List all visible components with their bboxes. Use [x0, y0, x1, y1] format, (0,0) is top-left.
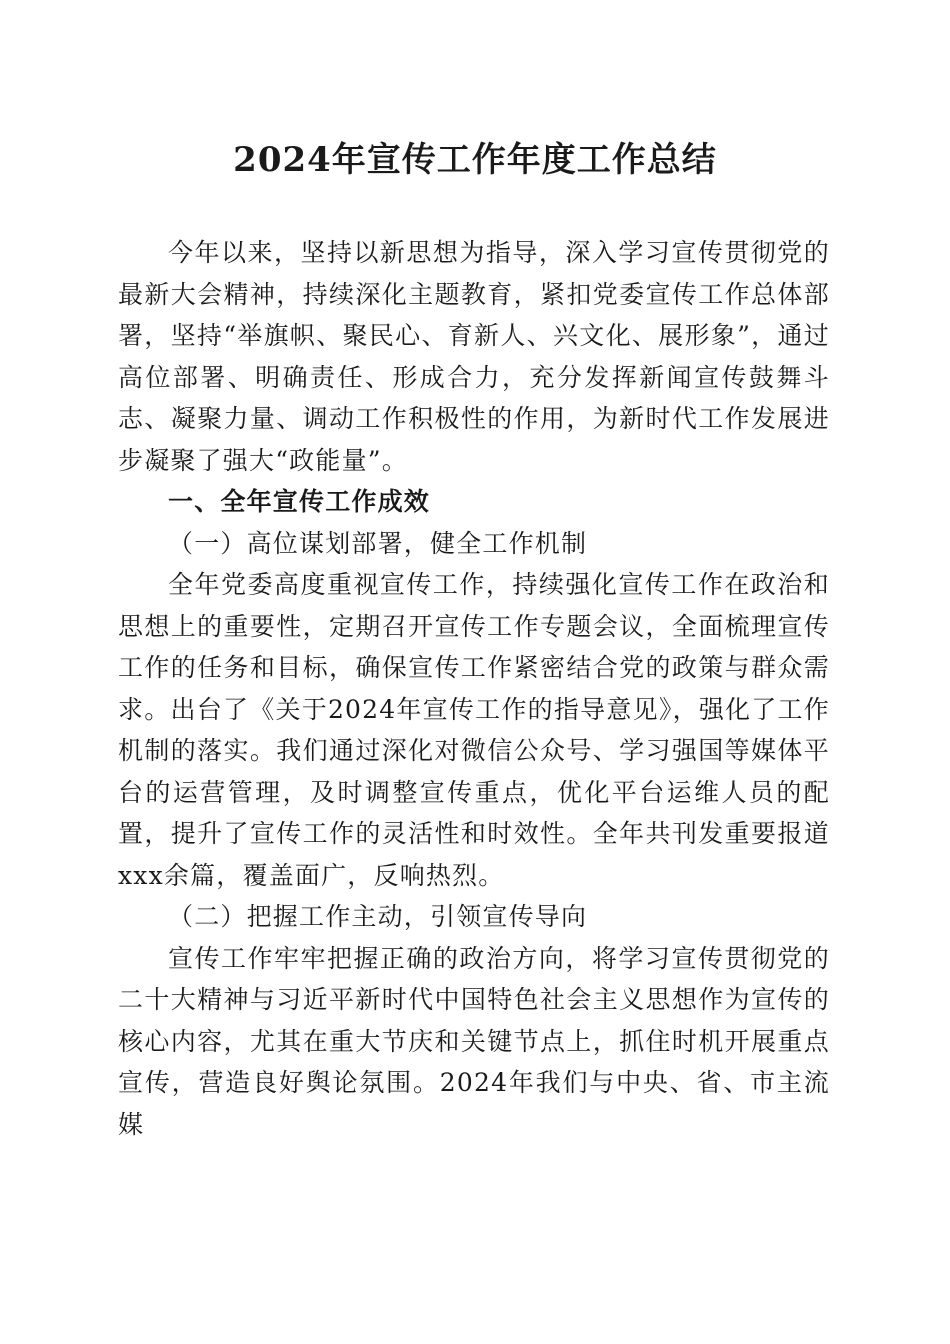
paragraph-guidance: 宣传工作牢牢把握正确的政治方向，将学习宣传贯彻党的二十大精神与习近平新时代中国特色社会主义思想作为宣传的核心内容，尤其在重大节庆和关键节点上，抓住时机开展重点宣传，营造良好舆论氛围。2024年我们与中央、省、市主流媒 [118, 943, 830, 1139]
subsection-heading-guidance: （二）把握工作主动，引领宣传导向 [168, 902, 588, 931]
subsection-heading-planning: （一）高位谋划部署，健全工作机制 [168, 528, 588, 558]
section-heading-achievements: 一、全年宣传工作成效 [168, 487, 431, 516]
document-title: 2024年宣传工作年度工作总结 [233, 140, 717, 180]
paragraph-intro: 今年以来，坚持以新思想为指导，深入学习宣传贯彻党的最新大会精神，持续深化主题教育，紧扣党委宣传工作总体部署，坚持“举旗帜、聚民心、育新人、兴文化、展形象”，通过高位部署、明确责任、形成合力，充分发挥新闻宣传鼓舞斗志、凝聚力量、调动工作积极性的作用，为新时代工作发展进步凝聚了强大“政能量”。 [118, 238, 830, 475]
document-body [118, 232, 830, 1145]
paragraph-planning: 全年党委高度重视宣传工作，持续强化宣传工作在政治和思想上的重要性，定期召开宣传工作专题会议，全面梳理宣传工作的任务和目标，确保宣传工作紧密结合党的政策与群众需求。出台了《关于2024年宣传工作的指导意见》，强化了工作机制的落实。我们通过深化对微信公众号、学习强国等媒体平台的运营管理，及时调整宣传重点，优化平台运维人员的配置，提升了宣传工作的灵活性和时效性。全年共刊发重要报道xxx余篇，覆盖面广，反响热烈。 [118, 570, 830, 890]
